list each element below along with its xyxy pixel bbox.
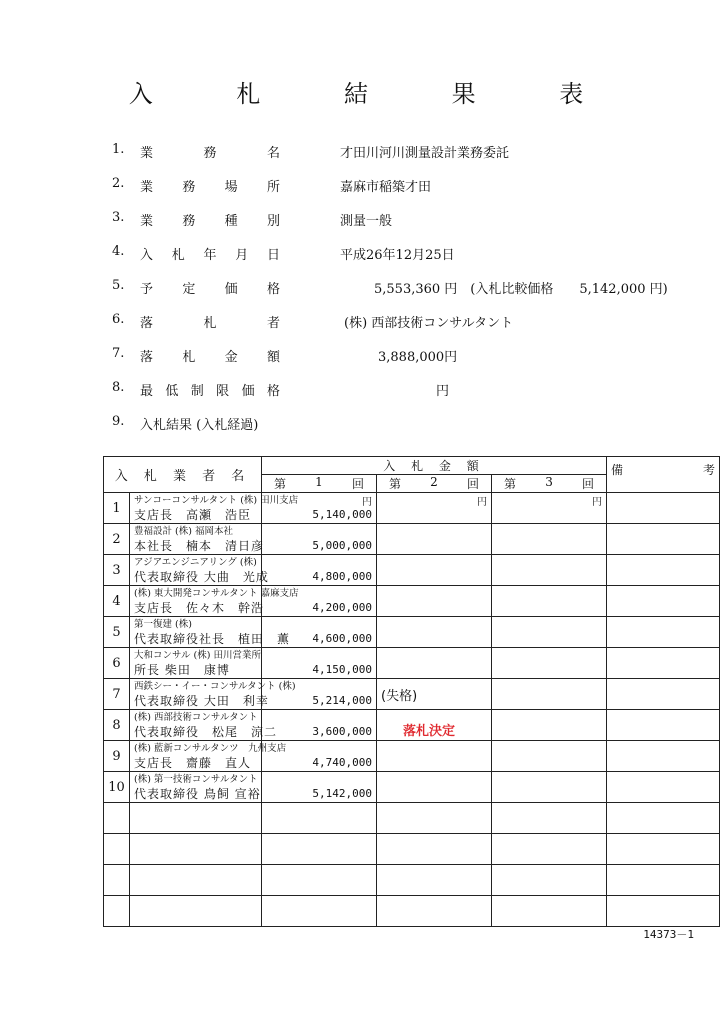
round-1-amount-cell xyxy=(262,524,377,555)
remarks-header-char-1: 備 xyxy=(611,463,624,477)
row-number: 4 xyxy=(104,586,130,617)
table-row xyxy=(104,555,720,586)
round-header-part: 1 xyxy=(315,475,323,489)
row-number: 1 xyxy=(104,493,130,524)
info-label-char: 低 xyxy=(165,384,179,399)
round-2-amount-cell xyxy=(377,555,492,586)
info-label-char: 務 xyxy=(182,180,196,195)
empty-row xyxy=(104,896,720,927)
round-1-amount-cell xyxy=(262,493,377,524)
bidder-name-cell xyxy=(130,648,262,679)
row-number: 3 xyxy=(104,555,130,586)
round-1-amount-cell xyxy=(262,741,377,772)
info-label-char: 定 xyxy=(182,282,196,297)
info-label xyxy=(140,380,280,399)
bidder-representative: 支店長 高瀬 浩臣 xyxy=(134,508,252,522)
round-header-2 xyxy=(377,475,492,493)
row-number: 10 xyxy=(104,772,130,803)
empty-row xyxy=(104,865,720,896)
info-label-char: 落 xyxy=(140,316,154,331)
info-number: 3. xyxy=(112,210,125,225)
bidder-company: 豊福設計 (株) 福岡本社 xyxy=(134,526,233,537)
bid-amount: 3,600,000 xyxy=(312,725,372,738)
info-label-char: 月 xyxy=(235,248,249,263)
round-1-amount-cell xyxy=(262,679,377,710)
info-value: 3,888,000円 xyxy=(378,350,458,365)
round-1-amount-cell xyxy=(262,617,377,648)
empty-cell xyxy=(607,803,720,834)
bidder-name-cell xyxy=(130,741,287,772)
bid-amount: 4,800,000 xyxy=(312,570,372,583)
info-label-char: 種 xyxy=(224,214,238,229)
row-number: 5 xyxy=(104,617,130,648)
bid-amount: 4,740,000 xyxy=(312,756,372,769)
empty-row xyxy=(104,834,720,865)
disqualified-note: (失格) xyxy=(381,689,418,704)
empty-cell xyxy=(262,834,377,865)
document-id: 14373－1 xyxy=(643,928,694,941)
empty-cell xyxy=(492,803,607,834)
round-3-amount-cell xyxy=(492,772,607,803)
empty-cell xyxy=(492,865,607,896)
table-row xyxy=(104,617,720,648)
bidder-representative: 代表取締役 大曲 光成 xyxy=(134,570,269,584)
info-number: 4. xyxy=(112,244,125,259)
round-2-amount-cell xyxy=(377,524,492,555)
info-label-char: 格 xyxy=(266,384,280,399)
remarks-cell xyxy=(607,772,720,803)
info-label-char: 額 xyxy=(266,350,280,365)
info-label-char: 業 xyxy=(140,214,154,229)
empty-cell xyxy=(104,865,130,896)
round-1-amount-cell xyxy=(262,772,377,803)
info-number: 8. xyxy=(112,380,125,395)
info-label-char: 限 xyxy=(216,384,230,399)
info-label-char: 入 xyxy=(140,248,154,263)
remarks-header-char-2: 考 xyxy=(703,463,716,477)
info-label xyxy=(140,346,280,365)
award-decision-note: 落札決定 xyxy=(403,724,456,739)
bidder-name-cell xyxy=(130,679,296,710)
empty-cell xyxy=(130,803,262,834)
remarks-cell xyxy=(607,555,720,586)
empty-cell xyxy=(130,834,262,865)
round-1-amount-cell xyxy=(262,586,377,617)
empty-cell xyxy=(104,834,130,865)
bidder-representative: 代表取締役 松尾 涼二 xyxy=(134,725,278,739)
info-label-char: 名 xyxy=(266,146,280,161)
empty-cell xyxy=(377,896,492,927)
empty-cell xyxy=(377,803,492,834)
bidder-name-cell xyxy=(130,772,262,803)
info-number: 1. xyxy=(112,142,125,157)
info-value: 5,553,360 円 (入札比較価格 5,142,000 円) xyxy=(374,282,668,297)
table-row xyxy=(104,586,720,617)
info-label-char: 務 xyxy=(182,214,196,229)
round-3-amount-cell xyxy=(492,555,607,586)
info-label-char: 業 xyxy=(140,146,154,161)
info-number: 5. xyxy=(112,278,125,293)
bid-amount: 4,600,000 xyxy=(312,632,372,645)
bidder-company: (株) 第一技術コンサルタント xyxy=(134,774,258,785)
info-label-char: 価 xyxy=(224,282,238,297)
round-3-amount-cell xyxy=(492,524,607,555)
info-label xyxy=(140,312,280,331)
info-label-char: 日 xyxy=(266,248,280,263)
info-value: (株) 西部技術コンサルタント xyxy=(344,316,514,331)
info-value: 才田川河川測量設計業務委託 xyxy=(340,146,510,161)
bidder-representative: 代表取締役社長 植田 薫 xyxy=(134,632,291,646)
table-row xyxy=(104,741,720,772)
info-label xyxy=(140,210,280,229)
round-2-amount-cell xyxy=(377,648,492,679)
bidder-company: (株) 藍新コンサルタンツ 九州支店 xyxy=(134,743,287,754)
remarks-cell xyxy=(607,648,720,679)
empty-cell xyxy=(104,896,130,927)
bidder-representative: 所長 柴田 康博 xyxy=(134,663,230,677)
empty-row xyxy=(104,803,720,834)
info-number: 9. xyxy=(112,414,125,429)
round-header-part: 回 xyxy=(466,477,479,491)
empty-cell xyxy=(607,834,720,865)
info-value: 円 xyxy=(436,384,450,399)
empty-cell xyxy=(492,896,607,927)
bidder-name-cell xyxy=(130,493,299,524)
bidder-company: アジアエンジニアリング (株) xyxy=(134,557,257,568)
round-3-amount-cell xyxy=(492,617,607,648)
round-header-1 xyxy=(262,475,377,493)
empty-cell xyxy=(377,865,492,896)
round-3-amount-cell xyxy=(492,679,607,710)
info-label-char: 札 xyxy=(203,316,217,331)
info-label xyxy=(140,176,280,195)
empty-cell xyxy=(607,865,720,896)
round-1-amount-cell xyxy=(262,710,377,741)
remarks-cell xyxy=(607,586,720,617)
bidder-name-header: 入 札 業 者 名 xyxy=(104,457,262,493)
remarks-cell xyxy=(607,710,720,741)
bidder-name-cell xyxy=(130,555,269,586)
empty-cell xyxy=(262,865,377,896)
round-2-amount-cell xyxy=(377,710,492,741)
round-header-part: 回 xyxy=(582,477,595,491)
round-2-amount-cell xyxy=(377,493,492,524)
info-label xyxy=(140,278,280,297)
info-label-char: 最 xyxy=(140,384,154,399)
round-1-amount-cell xyxy=(262,648,377,679)
info-label-char: 落 xyxy=(140,350,154,365)
bidder-representative: 支店長 齋藤 直人 xyxy=(134,756,252,770)
info-label-char: 金 xyxy=(224,350,238,365)
round-3-amount-cell xyxy=(492,648,607,679)
row-number: 2 xyxy=(104,524,130,555)
bidder-name-cell xyxy=(130,586,299,617)
round-2-amount-cell xyxy=(377,741,492,772)
round-3-amount-cell xyxy=(492,741,607,772)
info-value: 平成26年12月25日 xyxy=(340,248,455,263)
remarks-cell xyxy=(607,493,720,524)
info-label-char: 予 xyxy=(140,282,154,297)
info-label-char: 年 xyxy=(203,248,217,263)
info-value: 嘉麻市稲築才田 xyxy=(340,180,432,195)
bidder-company: (株) 西部技術コンサルタント xyxy=(134,712,258,723)
remarks-cell xyxy=(607,617,720,648)
bid-amount: 5,214,000 xyxy=(312,694,372,707)
bidder-name-cell xyxy=(130,524,265,555)
round-3-amount-cell xyxy=(492,710,607,741)
row-number: 6 xyxy=(104,648,130,679)
yen-unit: 円 xyxy=(477,497,487,508)
empty-cell xyxy=(262,803,377,834)
table-row xyxy=(104,648,720,679)
info-value: 測量一般 xyxy=(340,214,393,229)
remarks-cell xyxy=(607,524,720,555)
row-number: 8 xyxy=(104,710,130,741)
bid-amount: 4,200,000 xyxy=(312,601,372,614)
table-row xyxy=(104,772,720,803)
round-header-part: 第 xyxy=(274,477,287,491)
round-2-amount-cell xyxy=(377,617,492,648)
info-label-char: 札 xyxy=(171,248,185,263)
bid-amount: 5,000,000 xyxy=(312,539,372,552)
bidder-company: 大和コンサル (株) 田川営業所 xyxy=(134,650,261,661)
round-3-amount-cell xyxy=(492,493,607,524)
round-2-amount-cell xyxy=(377,772,492,803)
remarks-header xyxy=(607,457,720,493)
bidder-company: サンコーコンサルタント (株) 田川支店 xyxy=(134,495,299,506)
round-header-part: 2 xyxy=(430,475,438,489)
table-row xyxy=(104,493,720,524)
info-label-char: 制 xyxy=(190,384,204,399)
info-label-char: 別 xyxy=(266,214,280,229)
remarks-cell xyxy=(607,741,720,772)
info-label-char: 者 xyxy=(266,316,280,331)
info-label-char: 札 xyxy=(182,350,196,365)
bidder-representative: 支店長 佐々木 幹浩 xyxy=(134,601,265,615)
bidder-name-cell xyxy=(130,617,291,648)
info-number: 6. xyxy=(112,312,125,327)
bid-amount-header: 入 札 金 額 xyxy=(262,457,607,475)
empty-cell xyxy=(607,896,720,927)
empty-cell xyxy=(104,803,130,834)
empty-cell xyxy=(130,865,262,896)
bid-amount: 5,140,000 xyxy=(312,508,372,521)
page-title: 入 札 結 果 表 xyxy=(128,80,622,108)
info-label-char: 業 xyxy=(140,180,154,195)
yen-unit: 円 xyxy=(592,497,603,508)
round-1-amount-cell xyxy=(262,555,377,586)
info-label-char: 価 xyxy=(241,384,255,399)
round-header-part: 3 xyxy=(545,475,553,489)
bidder-company: (株) 東大開発コンサルタント 嘉麻支店 xyxy=(134,588,299,599)
bidder-company: 西鉄シー・イー・コンサルタント (株) xyxy=(134,681,296,692)
info-label-char: 場 xyxy=(224,180,238,195)
bidder-representative: 代表取締役 大田 利幸 xyxy=(134,694,269,708)
bidder-company: 第一復建 (株) xyxy=(134,619,192,630)
empty-cell xyxy=(262,896,377,927)
bid-amount: 4,150,000 xyxy=(312,663,372,676)
round-header-3 xyxy=(492,475,607,493)
empty-cell xyxy=(492,834,607,865)
info-label: 入札結果 (入札経過) xyxy=(140,418,259,433)
info-label-char: 所 xyxy=(266,180,280,195)
row-number: 9 xyxy=(104,741,130,772)
bidder-representative: 代表取締役 鳥飼 宣裕 xyxy=(134,787,261,801)
round-header-part: 第 xyxy=(504,477,517,491)
table-row xyxy=(104,710,720,741)
empty-cell xyxy=(130,896,262,927)
bid-results-table xyxy=(103,456,720,927)
yen-unit: 円 xyxy=(362,497,372,508)
round-header-part: 回 xyxy=(351,477,364,491)
bidder-name-cell xyxy=(130,710,278,741)
empty-cell xyxy=(377,834,492,865)
round-2-amount-cell xyxy=(377,586,492,617)
info-label xyxy=(140,142,280,161)
info-label-char: 格 xyxy=(266,282,280,297)
round-header-part: 第 xyxy=(389,477,402,491)
bidder-representative: 本社長 楠本 清日彦 xyxy=(134,539,265,553)
table-row xyxy=(104,679,720,710)
round-3-amount-cell xyxy=(492,586,607,617)
bid-amount: 5,142,000 xyxy=(312,787,372,800)
round-2-amount-cell xyxy=(377,679,492,710)
info-label-char: 務 xyxy=(203,146,217,161)
row-number: 7 xyxy=(104,679,130,710)
info-number: 2. xyxy=(112,176,125,191)
table-row xyxy=(104,524,720,555)
remarks-cell xyxy=(607,679,720,710)
info-label xyxy=(140,244,280,263)
info-number: 7. xyxy=(112,346,125,361)
